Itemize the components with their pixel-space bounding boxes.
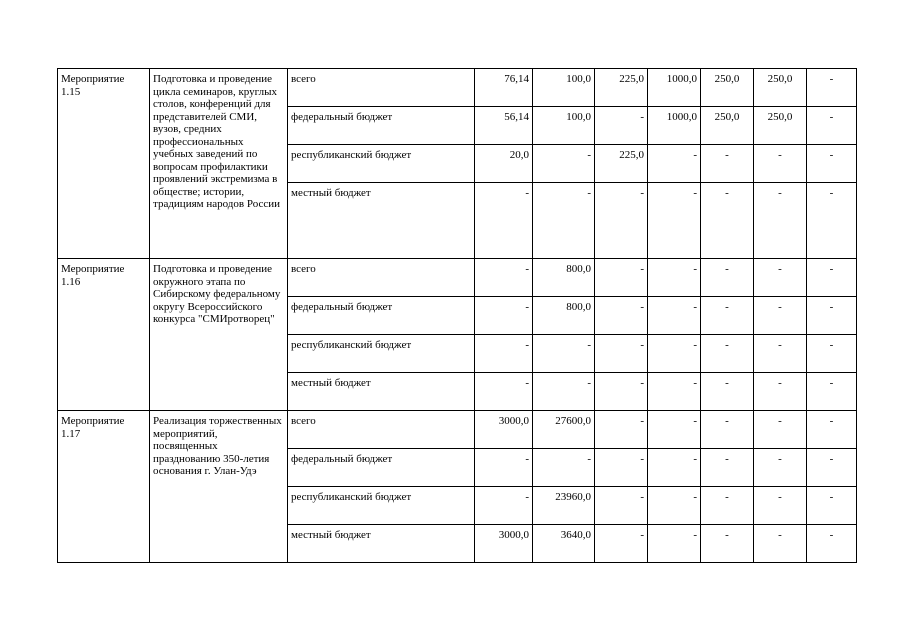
value-cell: - [701, 411, 754, 449]
funding-source-cell: федеральный бюджет [288, 449, 475, 487]
value-cell: - [754, 449, 807, 487]
value-cell: - [648, 335, 701, 373]
value-cell: - [475, 449, 533, 487]
value-cell: - [701, 373, 754, 411]
event-description-cell: Реализация торжественных мероприятий, посвященных празднованию 350-летия основания г. Улан-Удэ [150, 411, 288, 563]
value-cell: - [533, 145, 595, 183]
value-cell: 225,0 [595, 69, 648, 107]
value-cell: 76,14 [475, 69, 533, 107]
value-cell: - [754, 335, 807, 373]
value-cell: - [701, 449, 754, 487]
value-cell: - [807, 297, 857, 335]
value-cell: - [595, 335, 648, 373]
value-cell: - [754, 259, 807, 297]
value-cell: - [595, 259, 648, 297]
funding-source-cell: республиканский бюджет [288, 335, 475, 373]
value-cell: 56,14 [475, 107, 533, 145]
value-cell: 3000,0 [475, 525, 533, 563]
value-cell: - [648, 373, 701, 411]
funding-source-cell: местный бюджет [288, 525, 475, 563]
funding-source-cell: местный бюджет [288, 373, 475, 411]
value-cell: 250,0 [754, 69, 807, 107]
value-cell: - [595, 183, 648, 259]
value-cell: - [701, 145, 754, 183]
table-row [58, 259, 857, 297]
value-cell: - [754, 297, 807, 335]
value-cell: 1000,0 [648, 107, 701, 145]
value-cell: - [595, 411, 648, 449]
value-cell: - [648, 259, 701, 297]
value-cell: - [807, 525, 857, 563]
value-cell: 27600,0 [533, 411, 595, 449]
funding-source-cell: местный бюджет [288, 183, 475, 259]
value-cell: - [475, 373, 533, 411]
value-cell: - [807, 69, 857, 107]
funding-source-cell: федеральный бюджет [288, 297, 475, 335]
funding-source-cell: республиканский бюджет [288, 145, 475, 183]
value-cell: - [648, 487, 701, 525]
table-row [58, 411, 857, 449]
value-cell: - [648, 525, 701, 563]
value-cell: - [754, 145, 807, 183]
value-cell: - [595, 525, 648, 563]
funding-source-cell: всего [288, 411, 475, 449]
value-cell: - [533, 335, 595, 373]
value-cell: - [807, 335, 857, 373]
value-cell: 3640,0 [533, 525, 595, 563]
value-cell: - [807, 487, 857, 525]
funding-source-cell: республиканский бюджет [288, 487, 475, 525]
value-cell: - [754, 487, 807, 525]
value-cell: - [648, 411, 701, 449]
value-cell: 250,0 [701, 69, 754, 107]
value-cell: - [595, 449, 648, 487]
funding-source-cell: федеральный бюджет [288, 107, 475, 145]
value-cell: - [754, 525, 807, 563]
value-cell: - [701, 297, 754, 335]
value-cell: - [701, 487, 754, 525]
value-cell: - [595, 487, 648, 525]
value-cell: - [701, 183, 754, 259]
event-id-cell: Мероприятие 1.15 [58, 69, 150, 259]
value-cell: - [533, 449, 595, 487]
budget-table [57, 68, 857, 563]
table-body [58, 69, 857, 563]
value-cell: - [595, 373, 648, 411]
value-cell: 225,0 [595, 145, 648, 183]
value-cell: 23960,0 [533, 487, 595, 525]
value-cell: - [475, 297, 533, 335]
funding-source-cell: всего [288, 69, 475, 107]
value-cell: 250,0 [754, 107, 807, 145]
value-cell: 3000,0 [475, 411, 533, 449]
value-cell: - [648, 183, 701, 259]
value-cell: - [701, 335, 754, 373]
value-cell: 20,0 [475, 145, 533, 183]
funding-source-cell: всего [288, 259, 475, 297]
value-cell: 250,0 [701, 107, 754, 145]
event-description-cell: Подготовка и проведение цикла семинаров, круглых столов, конференций для представителей СМИ, вузов, средних профессиональных учебных заведений по вопросам профилактики проявлений экстремизма в обществе; истории, традициям народов России [150, 69, 288, 259]
value-cell: - [807, 259, 857, 297]
event-id-cell: Мероприятие 1.17 [58, 411, 150, 563]
value-cell: - [533, 183, 595, 259]
value-cell: - [807, 373, 857, 411]
event-id-cell: Мероприятие 1.16 [58, 259, 150, 411]
value-cell: 800,0 [533, 297, 595, 335]
value-cell: 100,0 [533, 69, 595, 107]
value-cell: - [648, 145, 701, 183]
value-cell: - [595, 297, 648, 335]
value-cell: - [754, 183, 807, 259]
value-cell: 800,0 [533, 259, 595, 297]
value-cell: - [807, 145, 857, 183]
value-cell: - [754, 411, 807, 449]
table-row [58, 69, 857, 107]
value-cell: - [807, 449, 857, 487]
value-cell: - [807, 183, 857, 259]
value-cell: 100,0 [533, 107, 595, 145]
value-cell: - [807, 107, 857, 145]
event-description-cell: Подготовка и проведение окружного этапа по Сибирскому федеральному округу Всероссийского конкурса "СМИротворец" [150, 259, 288, 411]
value-cell: - [701, 525, 754, 563]
value-cell: - [595, 107, 648, 145]
value-cell: 1000,0 [648, 69, 701, 107]
value-cell: - [533, 373, 595, 411]
value-cell: - [475, 335, 533, 373]
value-cell: - [754, 373, 807, 411]
value-cell: - [648, 297, 701, 335]
value-cell: - [648, 449, 701, 487]
value-cell: - [701, 259, 754, 297]
value-cell: - [807, 411, 857, 449]
value-cell: - [475, 487, 533, 525]
value-cell: - [475, 183, 533, 259]
value-cell: - [475, 259, 533, 297]
